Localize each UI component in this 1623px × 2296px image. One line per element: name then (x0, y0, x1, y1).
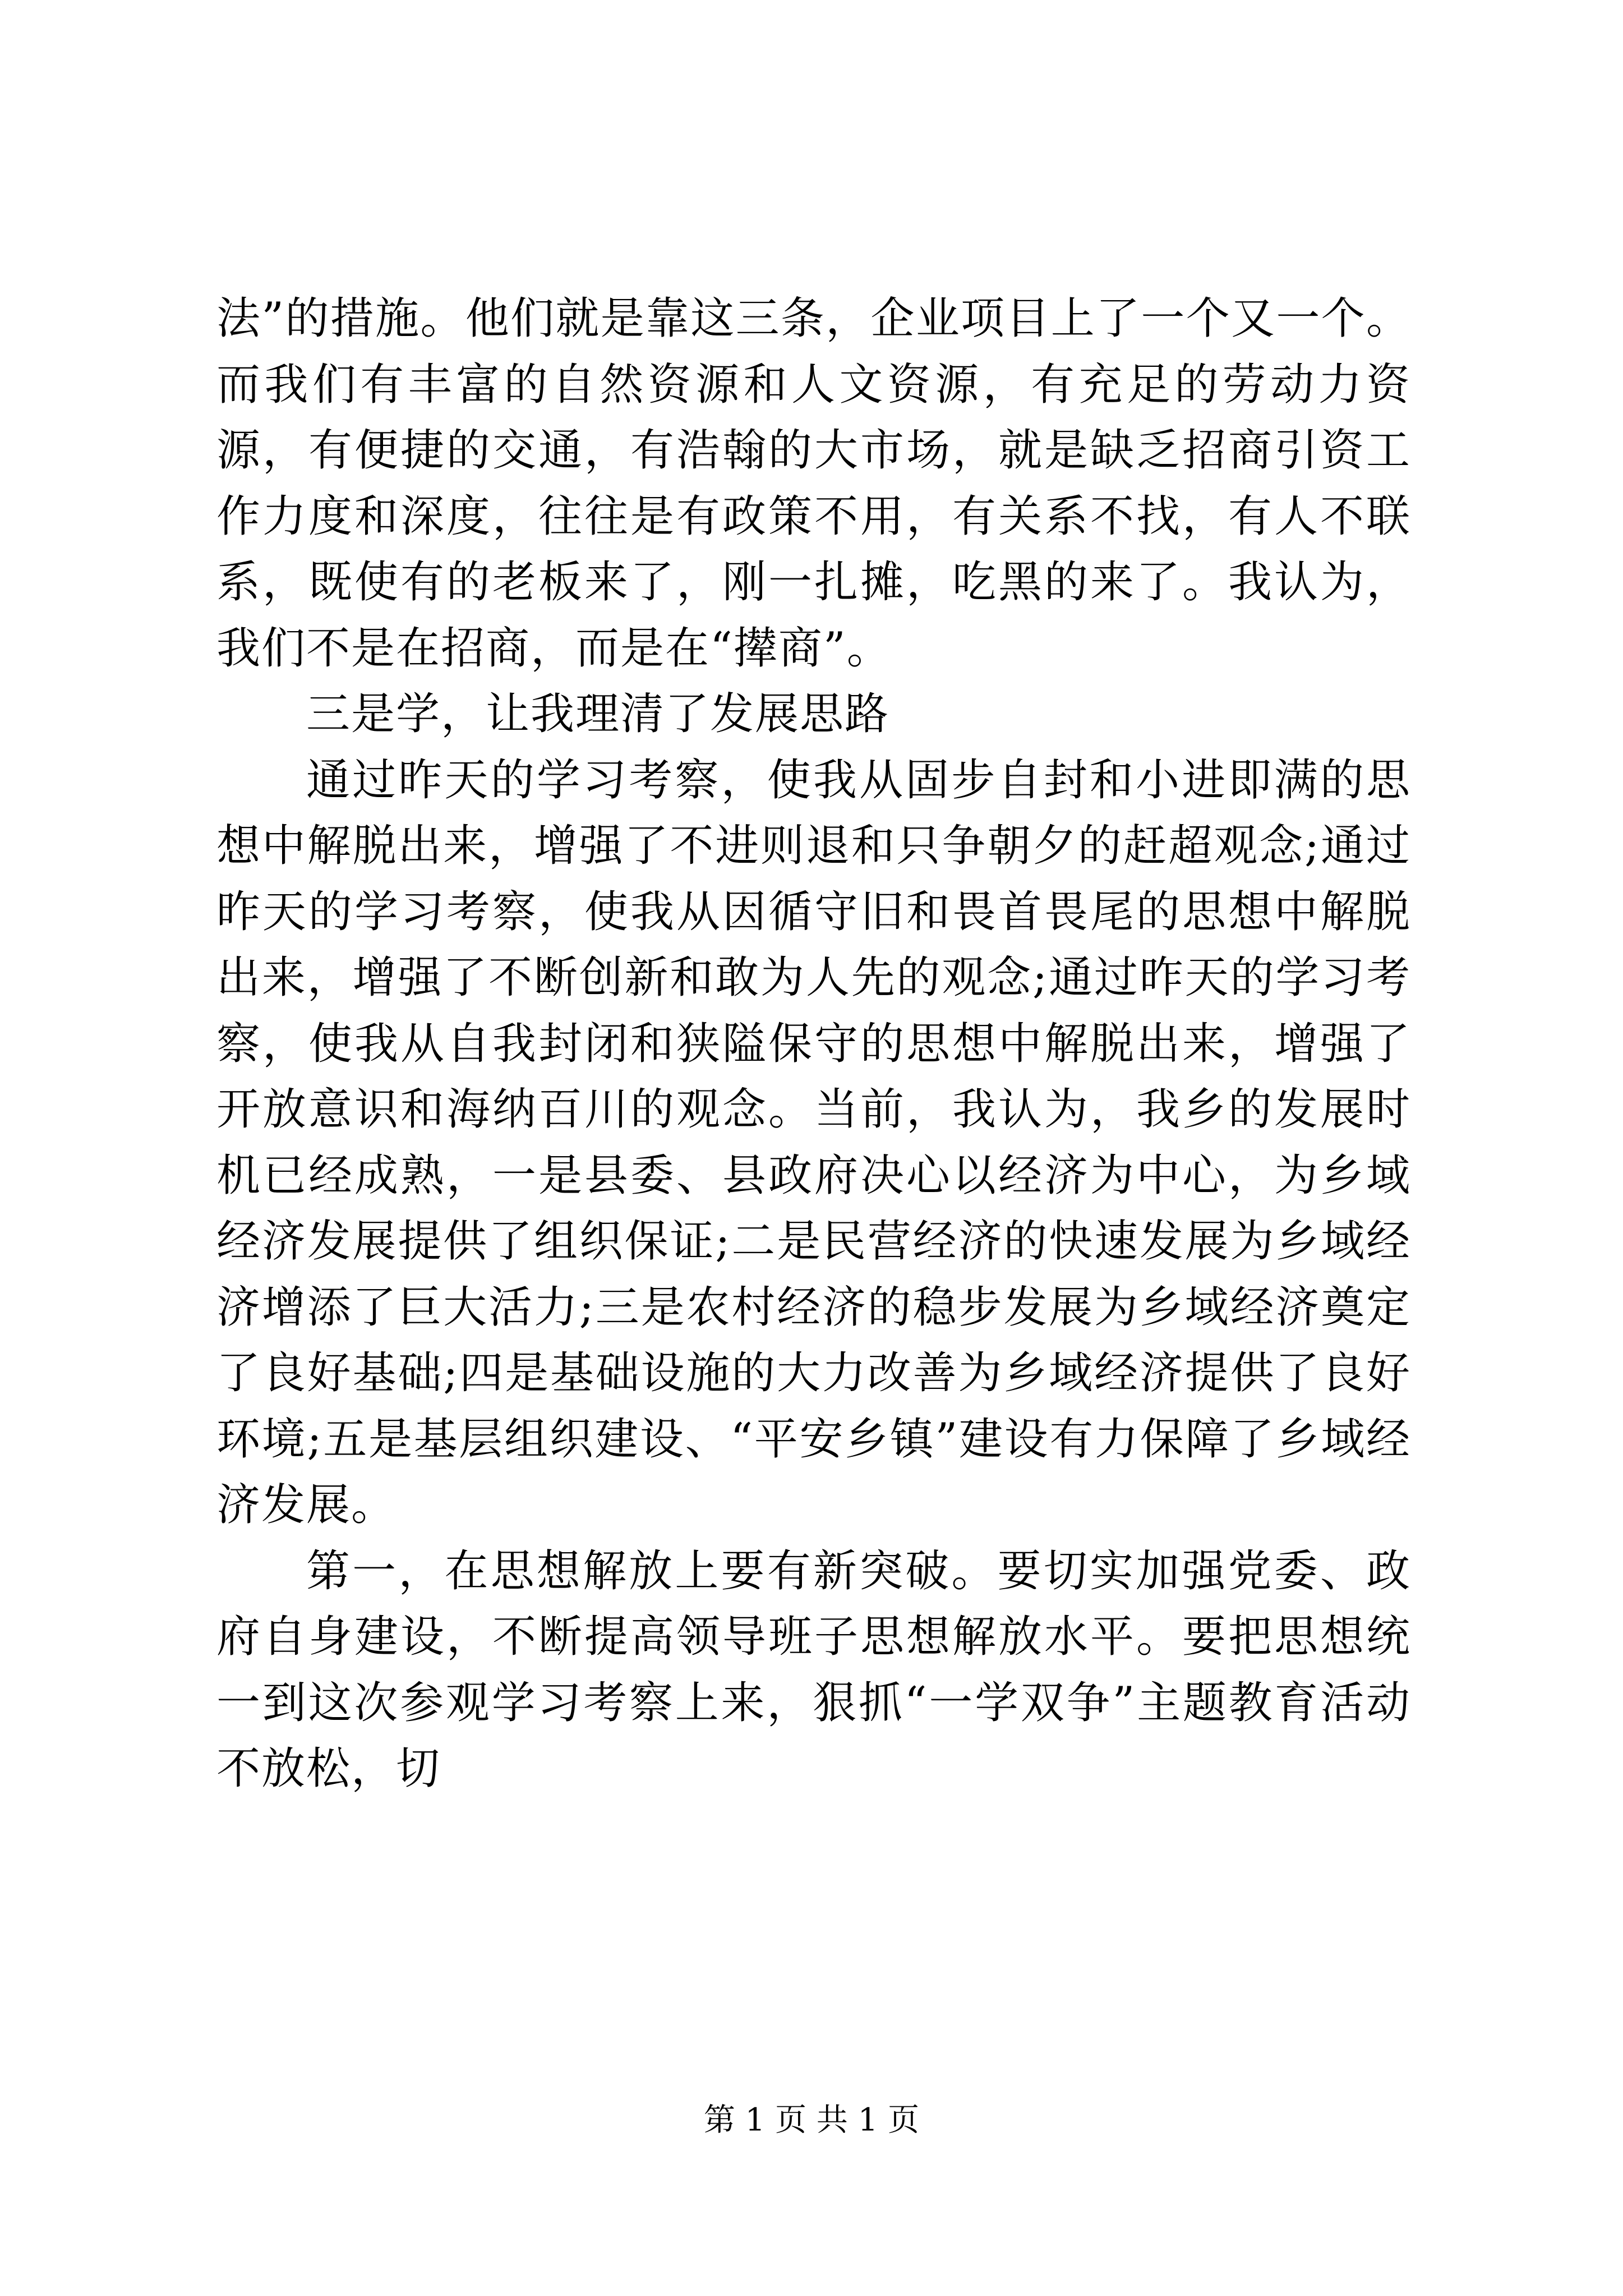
page-number-footer: 第 1 页 共 1 页 (703, 2102, 920, 2138)
document-body (216, 286, 1411, 1802)
paragraph: 第一，在思想解放上要有新突破。要切实加强党委、政府自身建设，不断提高领导班子思想解放水平。要把思想统一到这次参观学习考察上来，狠抓“一学双争”主题教育活动不放松，切 (216, 1545, 1411, 1794)
paragraph: 通过昨天的学习考察，使我从固步自封和小进即满的思想中解脱出来，增强了不进则退和只争朝夕的赶超观念;通过昨天的学习考察，使我从因循守旧和畏首畏尾的思想中解脱出来，增强了不断创新和敢为人先的观念;通过昨天的学习考察，使我从自我封闭和狭隘保守的思想中解脱出来，增强了开放意识和海纳百川的观念。当前，我认为，我乡的发展时机已经成熟，一是县委、县政府决心以经济为中心，为乡域经济发展提供了组织保证;二是民营经济的快速发展为乡域经济增添了巨大活力;三是农村经济的稳步发展为乡域经济奠定了良好基础;四是基础设施的大力改善为乡域经济提供了良好环境;五是基层组织建设、“平安乡镇”建设有力保障了乡域经济发展。 (216, 754, 1411, 1530)
paragraph-continuation: 法”的措施。他们就是靠这三条，企业项目上了一个又一个。而我们有丰富的自然资源和人文资源，有充足的劳动力资源，有便捷的交通，有浩翰的大市场，就是缺乏招商引资工作力度和深度，往往是有政策不用，有关系不找，有人不联系，既使有的老板来了，刚一扎摊，吃黑的来了。我认为，我们不是在招商，而是在“撵商”。 (216, 293, 1411, 674)
section-heading: 三是学，让我理清了发展思路 (306, 689, 890, 739)
